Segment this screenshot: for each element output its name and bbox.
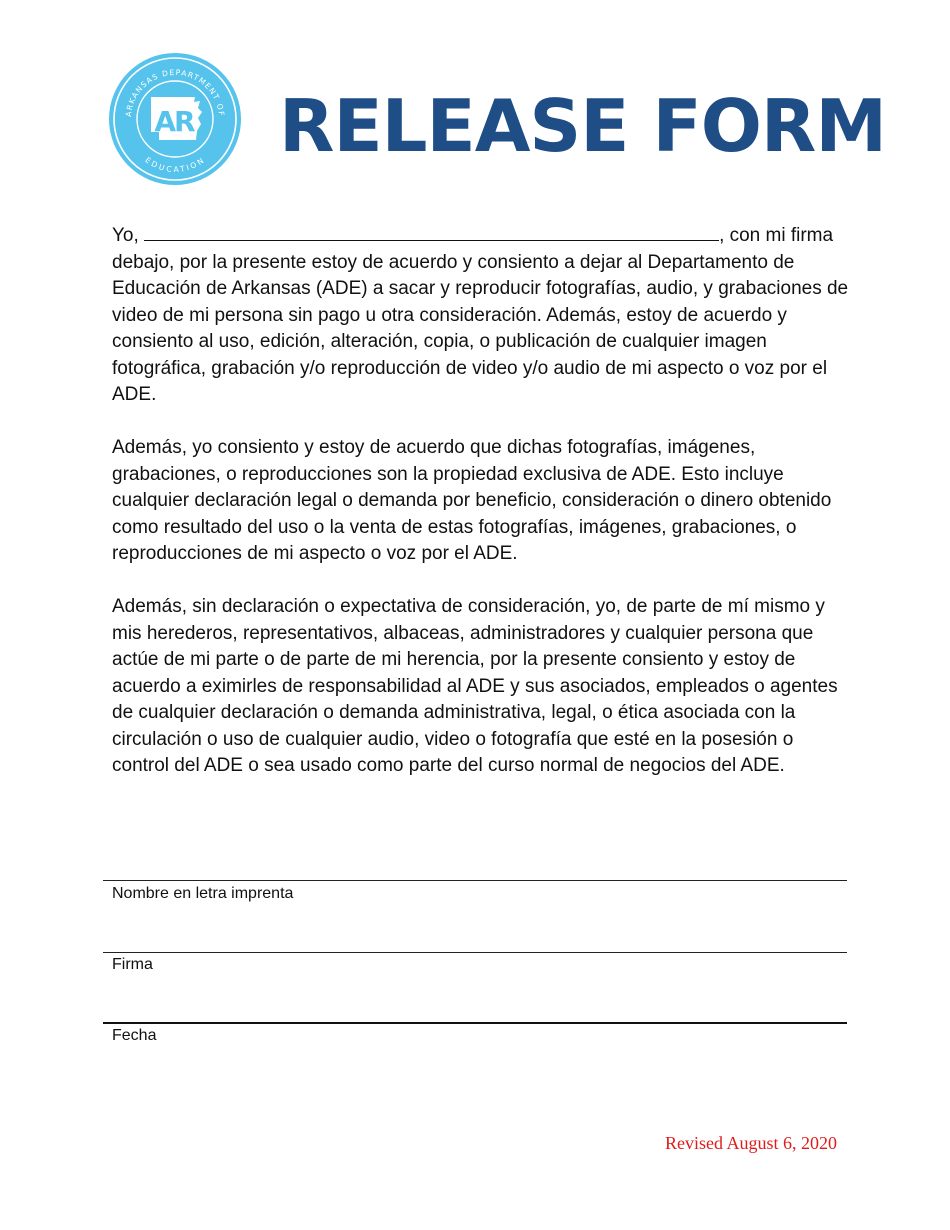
name-prefix: Yo, [112, 225, 139, 246]
signature-label: Firma [112, 956, 153, 973]
seal-ring-top-text: ARKANSAS DEPARTMENT OF [123, 67, 227, 118]
seal-monogram: AR [154, 105, 194, 138]
date-label: Fecha [112, 1027, 157, 1044]
page-title: RELEASE FORM [279, 84, 886, 168]
signature-line[interactable] [103, 952, 847, 953]
seal-ring-bottom-text: EDUCATION [143, 155, 207, 174]
paragraph-consent-intro [112, 221, 852, 409]
paragraph-1-text: , con mi firma debajo, por la presente estoy de acuerdo y consiento a dejar al Departamento de Educación de Arkansas (ADE) a sacar y reproducir fotografías, audio, y grabaciones de video de mi persona sin pago u otra consideración. Además, estoy de acuerdo y consiento al uso, edición, alteración, copia, o publicación de cualquier imagen fotográfica, grabación y/o reproducción de video y/o audio de mi aspecto o voz por el ADE. [112, 225, 849, 405]
print-name-label: Nombre en letra imprenta [112, 885, 294, 902]
revised-date: Revised August 6, 2020 [664, 1133, 837, 1153]
date-line[interactable] [103, 1022, 847, 1024]
name-blank-line[interactable] [144, 221, 719, 241]
paragraph-release-of-liability: Además, sin declaración o expectativa de consideración, yo, de parte de mí mismo y mis herederos, representativos, albaceas, administradores y cualquier persona que actúe de mi parte o de parte de mi herencia, por la presente consiento y estoy de acuerdo a eximirles de responsabilidad al ADE y sus asociados, empleados o agentes de cualquier declaración o demanda administrativa, legal, o ética asociada con la circulación o uso de cualquier audio, video o fotografía que esté en la posesión o control del ADE o sea usado como parte del curso normal de negocios del ADE. [112, 596, 838, 776]
ade-seal-logo [108, 52, 242, 186]
paragraph-ownership: Además, yo consiento y estoy de acuerdo que dichas fotografías, imágenes, grabaciones, o reproducciones son la propiedad exclusiva de ADE. Esto incluye cualquier declaración legal o demanda por beneficio, consideración o dinero obtenido como resultado del uso o la venta de estas fotografías, imágenes, grabaciones, o reproducciones de mi aspecto o voz por el ADE. [112, 437, 832, 564]
print-name-line[interactable] [103, 880, 847, 881]
release-body [112, 221, 852, 806]
